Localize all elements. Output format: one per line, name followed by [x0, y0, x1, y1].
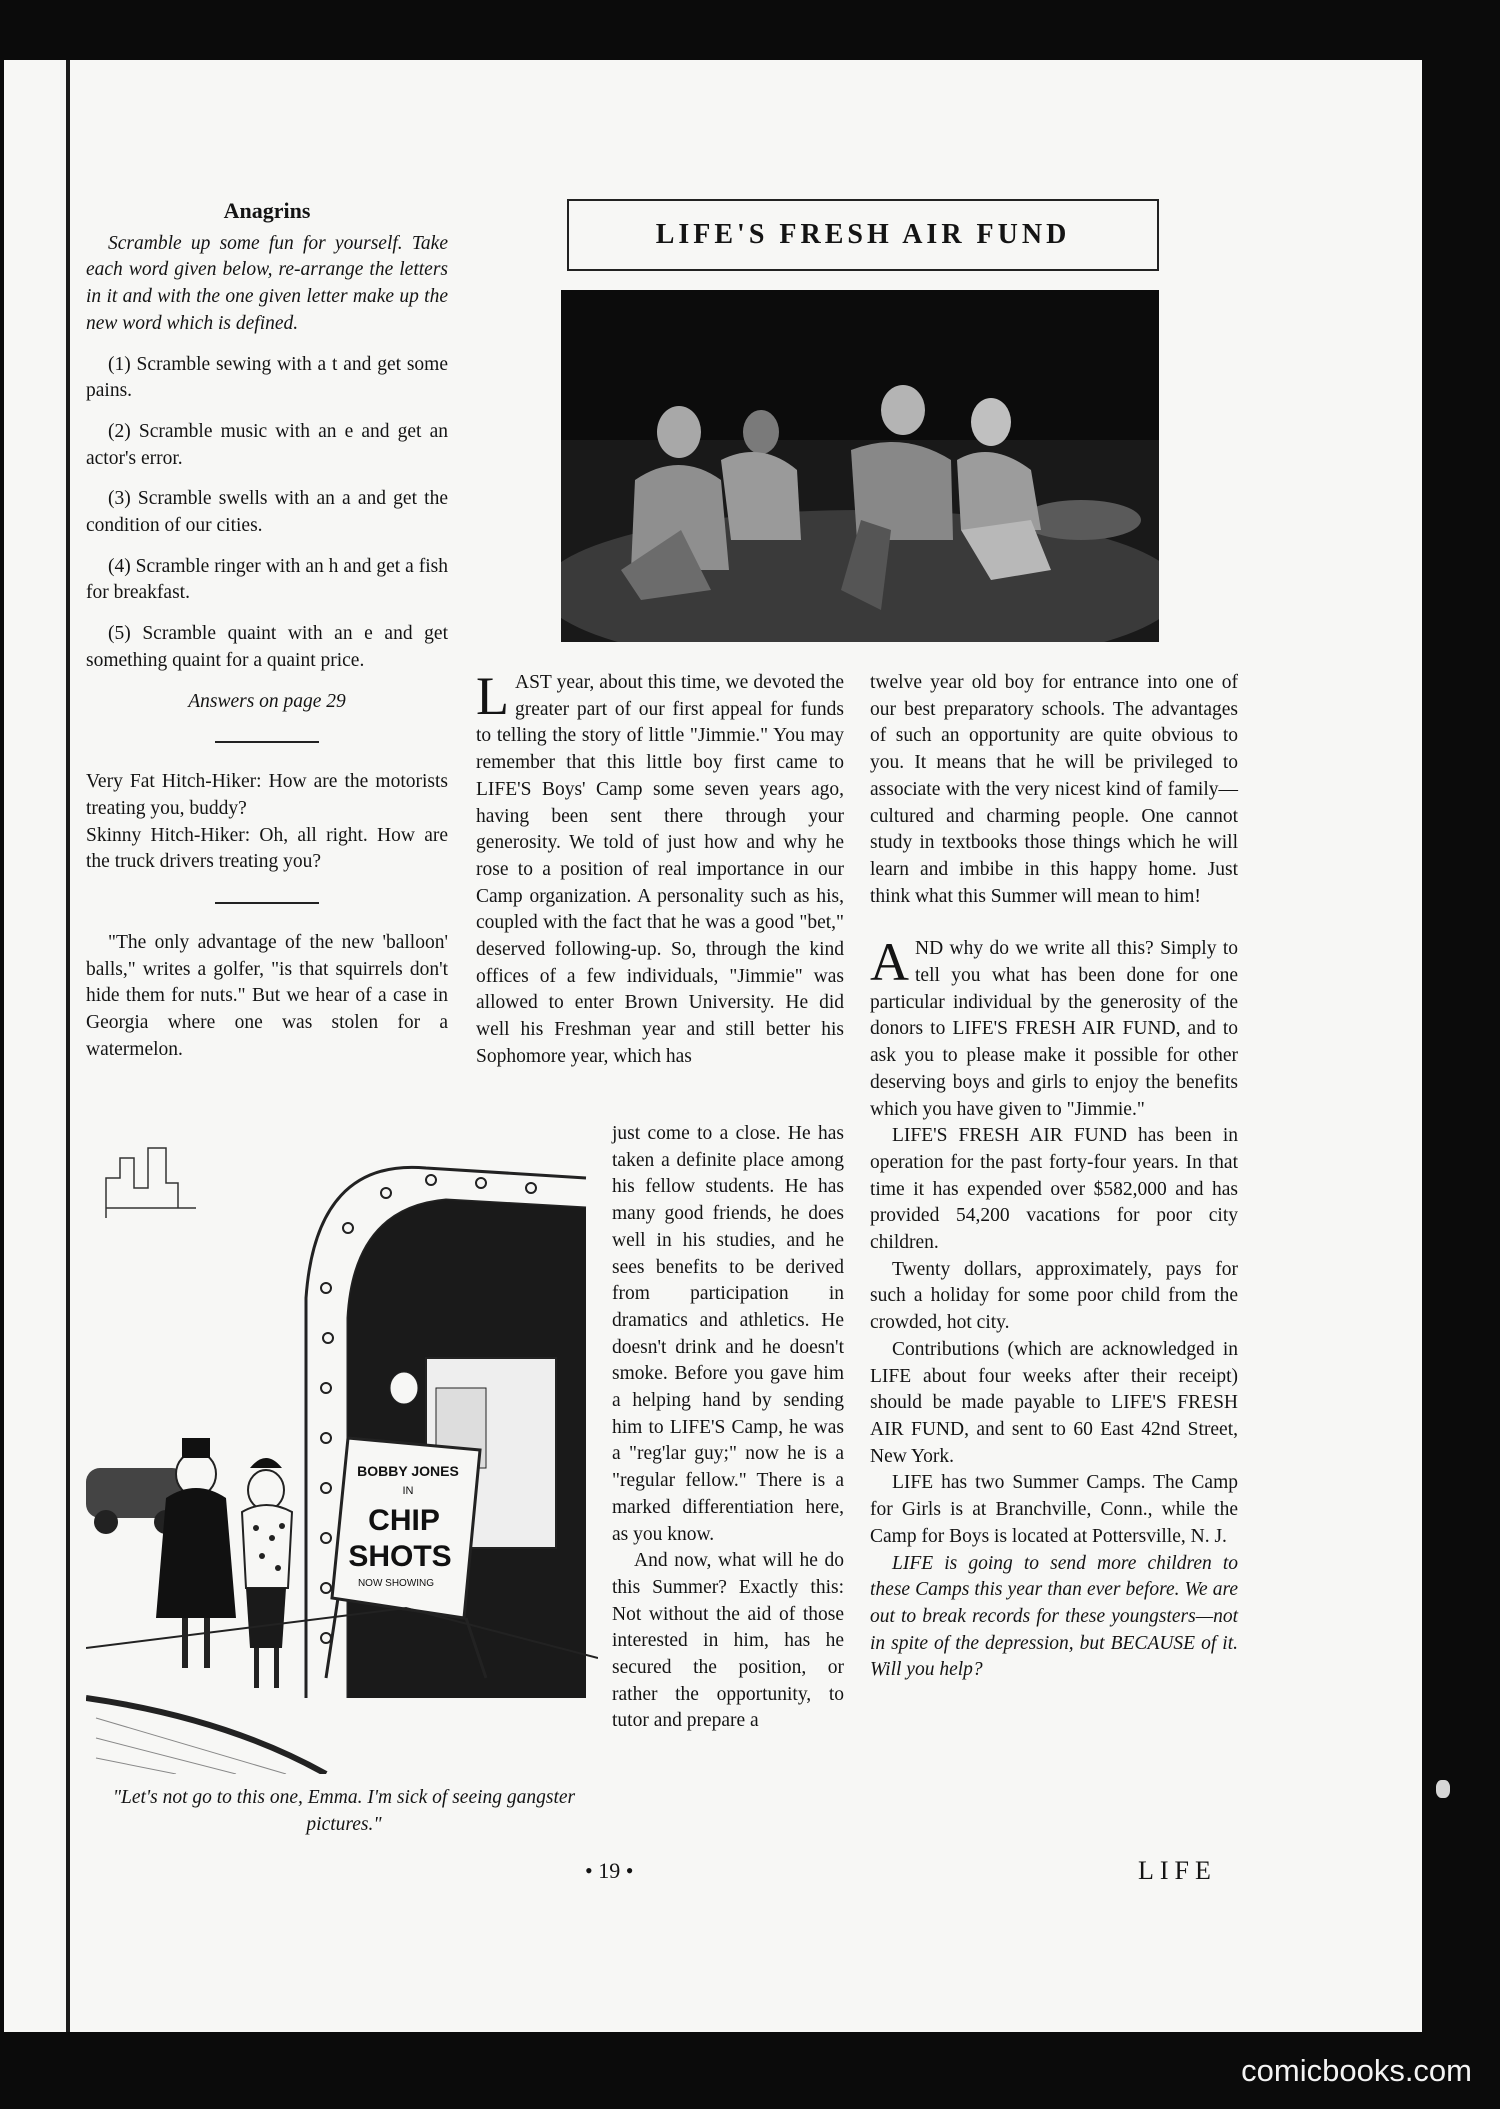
anagram-item-3: (3) Scramble swells with an a and get the condition of our cities.: [86, 488, 448, 537]
anagrams-title: Anagrins: [223, 198, 311, 223]
magazine-name: LIFE: [1138, 1856, 1217, 1885]
watermark: comicbooks.com: [1241, 2053, 1472, 2088]
sign-text-line3: CHIP: [368, 1504, 440, 1537]
article-photo: [561, 290, 1159, 642]
article-title: LIFE'S FRESH AIR FUND: [567, 199, 1159, 271]
sign-text-line4: SHOTS: [348, 1540, 452, 1573]
article-paragraph-2: And now, what will he do this Summer? Exactly this: Not without the aid of those interested in him, has he secured the position, or rather the opportunity, to tutor and prepare a: [612, 1550, 844, 1732]
anagram-item-5: (5) Scramble quaint with an e and get something quaint for a quaint price.: [86, 623, 448, 671]
sign-text-line2: IN: [402, 1485, 414, 1497]
article-paragraph-1: [476, 666, 844, 1071]
article-column-1-narrow: [612, 1121, 844, 1735]
article-column-1: [476, 666, 844, 1071]
anagram-item-1: (1) Scramble sewing with a t and get some pains.: [86, 353, 448, 402]
sign-text-line5: NOW SHOWING: [357, 1578, 435, 1589]
binding-gutter: [66, 60, 70, 2032]
skyline-drawing: [106, 1148, 196, 1218]
sign-text-line1: BOBBY JONES: [357, 1463, 459, 1479]
divider: [215, 902, 319, 904]
divider: [215, 741, 319, 743]
anagrams-intro: Scramble up some fun for yourself. Take each word given below, re-arrange the letters in it and with the one given letter make up the new word which is defined.: [86, 232, 448, 334]
page-blemish: [1436, 1780, 1450, 1798]
article-col2-paragraph-5: Contributions (which are acknowledged in LIFE about four weeks after their receipt) should be made payable to LIFE'S FRESH AIR FUND, and sent to 60 East 42nd Street, New York.: [870, 1338, 1238, 1467]
joke-hitchhiker-line2: Skinny Hitch-Hiker: Oh, all right. How are the truck drivers treating you?: [86, 824, 448, 873]
article-col2-paragraph-4: Twenty dollars, approximately, pays for such a holiday for some poor child from the crowded, hot city.: [870, 1258, 1238, 1334]
joke-golfer: "The only advantage of the new 'balloon' balls," writes a golfer, "is that squirrels don't hide them for nuts." But we hear of a case in Georgia where one was stolen for a watermelon.: [86, 932, 448, 1060]
article-paragraph-1-text: AST year, about this time, we devoted the greater part of our first appeal for funds to telling the story of little "Jimmie." You may remember that this little boy first came to LIFE'S Boys' Camp some seven years ago, having been sent there through your generosity. We told of just how and why he rose to a position of real importance in our Camp organization. A personality such as his, coupled with the fact that he was a good "bet," deserved following-up. So, through the kind offices of a few individuals, "Jimmie" was allowed to enter Brown University. He did well his Freshman year and still better his Sophomore year, which has: [476, 672, 844, 1067]
anagram-item-4: (4) Scramble ringer with an h and get a fish for breakfast.: [86, 555, 448, 604]
article-col2-paragraph-1: twelve year old boy for entrance into one of our best preparatory schools. The advantages of such an opportunity are quite obvious to you. It means that he will be privileged to associate with the very nicest kind of family—cultured and charming people. One cannot study in textbooks those things which he will learn and imbibe in this happy home. Just think what this Summer will mean to him!: [870, 672, 1238, 907]
drop-cap-a: A: [870, 932, 909, 993]
drop-cap-l: L: [476, 666, 509, 726]
article-col2-paragraph-3: LIFE'S FRESH AIR FUND has been in operation for the past forty-four years. In that time it has expended over $582,000 and has provided 54,200 vacations for poor city children.: [870, 1125, 1238, 1254]
anagrams-answers: Answers on page 29: [188, 690, 346, 712]
anagrams-column: [86, 198, 448, 1064]
page-number: • 19 •: [585, 1858, 634, 1883]
article-col2-paragraph-2: [870, 932, 1238, 1123]
cartoon-caption: "Let's not go to this one, Emma. I'm sick of seeing gangster pictures.": [112, 1787, 576, 1835]
joke-hitchhiker-line1: Very Fat Hitch-Hiker: How are the motorists treating you, buddy?: [86, 771, 448, 819]
article-col2-paragraph-7: LIFE is going to send more children to these Camps this year than ever before. We are out to break records for these youngsters—not in spite of the depression, but BECAUSE of it. Will you help?: [870, 1552, 1238, 1681]
article-col2-paragraph-2-text: ND why do we write all this? Simply to tell you what has been done for one particular individual by the generosity of the donors to LIFE'S FRESH AIR FUND, and to ask you to please make it possible for other deserving boys and girls to enjoy the benefits which you have given to "Jimmie.": [870, 938, 1238, 1120]
article-column-2: [870, 670, 1238, 1684]
cartoon-illustration: [86, 1138, 598, 1774]
anagram-item-2: (2) Scramble music with an e and get an actor's error.: [86, 420, 448, 469]
article-col2-paragraph-6: LIFE has two Summer Camps. The Camp for Girls is at Branchville, Conn., while the Camp for Boys is located at Pottersville, N. J.: [870, 1472, 1238, 1547]
article-paragraph-1-cont: just come to a close. He has taken a definite place among his fellow students. He has many good friends, he does well in his studies, and he sees benefits to be derived from participation in dramatics and athletics. He doesn't drink and he doesn't smoke. Before you gave him a helping hand by sending him to LIFE'S Camp, he was a "reg'lar guy;" now he is a "regular fellow." There is a marked differentiation here, as you know.: [612, 1123, 844, 1545]
